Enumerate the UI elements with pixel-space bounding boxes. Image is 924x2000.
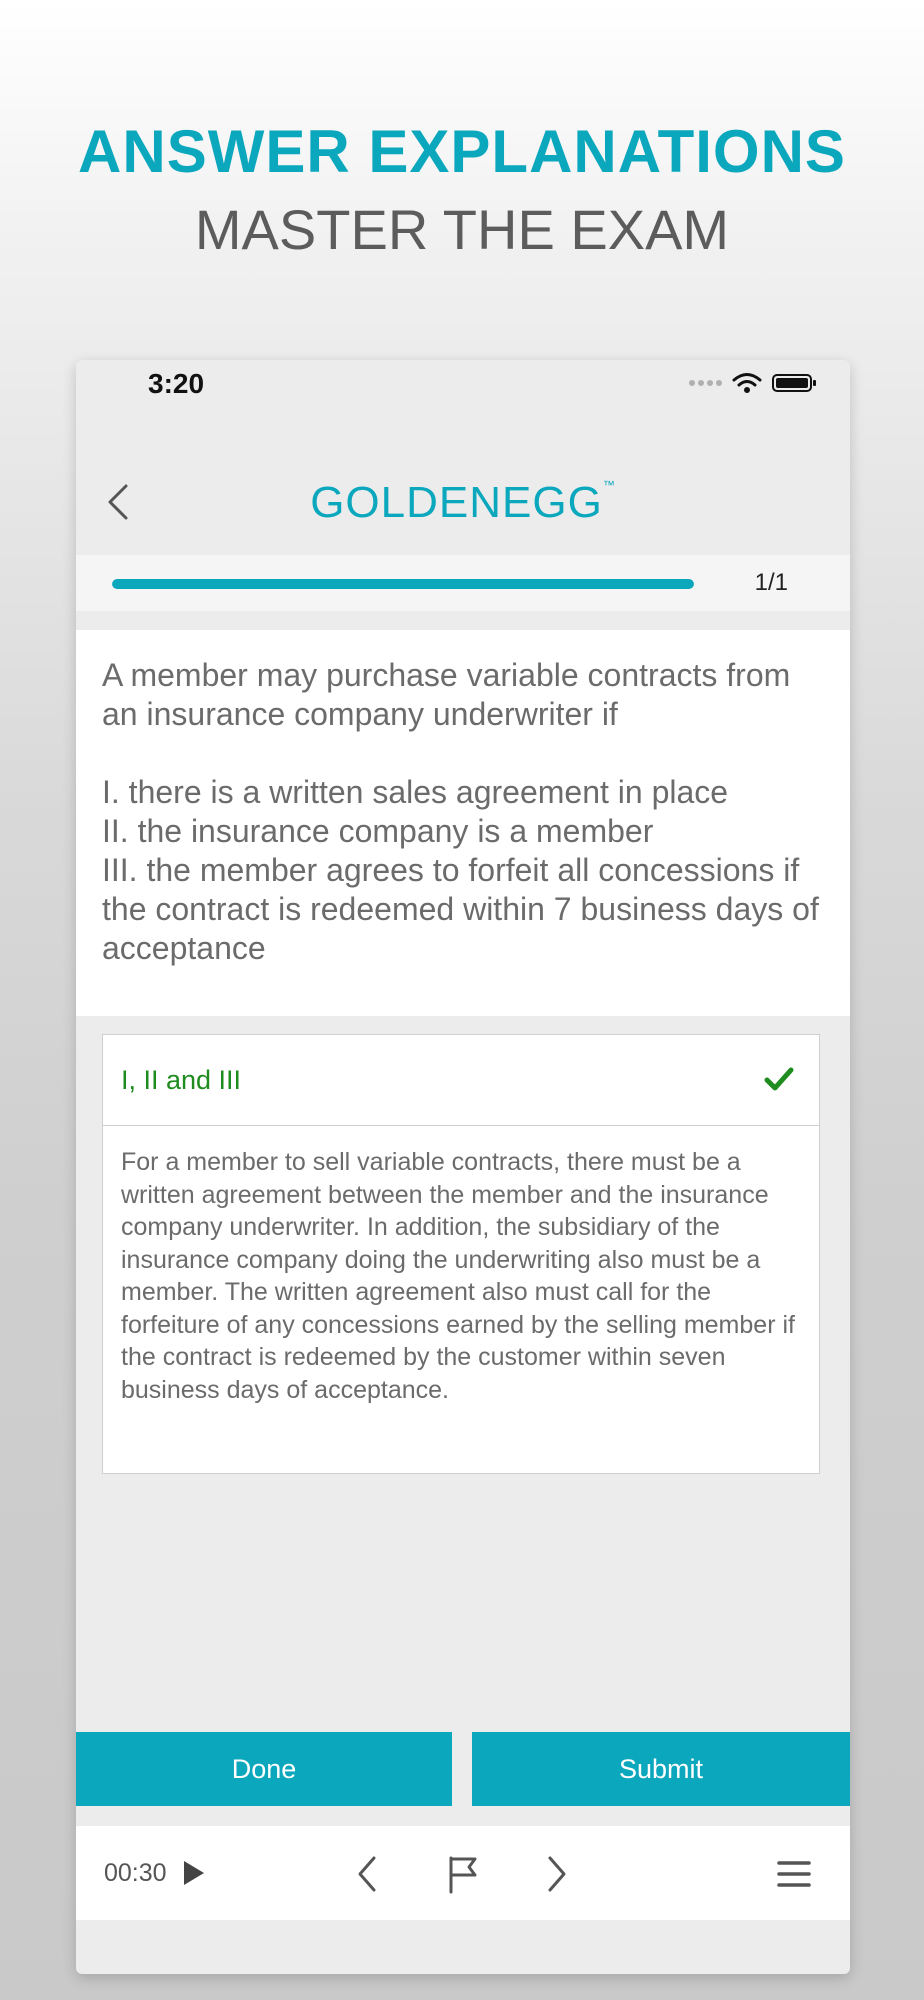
promo-subline: MASTER THE EXAM (194, 198, 730, 261)
explanation-box (102, 1126, 820, 1474)
question-text (102, 656, 822, 968)
submit-button[interactable]: Submit (472, 1732, 850, 1806)
play-icon[interactable] (182, 1859, 206, 1887)
menu-icon[interactable] (772, 1852, 816, 1896)
previous-icon[interactable] (346, 1852, 390, 1896)
done-button[interactable]: Done (76, 1732, 452, 1806)
answer-label: I, II and III (121, 1065, 242, 1095)
bottom-toolbar (76, 1826, 850, 1920)
flag-icon[interactable] (441, 1852, 485, 1896)
question-stem: A member may purchase variable contracts from an insurance company underwriter if (102, 657, 791, 732)
timer: 00:30 (104, 1859, 167, 1887)
phone-screen (76, 360, 850, 1974)
goldenegg-logo: GOLDENEGG™ (310, 478, 616, 527)
question-option-2: II. the insurance company is a member (102, 813, 654, 849)
question-option-1: I. there is a written sales agreement in place (102, 774, 729, 810)
signal-icon (689, 380, 722, 386)
battery-icon (772, 374, 812, 392)
check-icon (763, 1063, 795, 1095)
question-card (76, 630, 850, 1016)
wifi-icon (732, 372, 762, 394)
question-option-3: III. the member agrees to forfeit all concessions if the contract is redeemed within 7 business days of acceptance (102, 852, 819, 966)
progress-section (76, 555, 850, 611)
status-time: 3:20 (148, 368, 205, 399)
progress-count: 1/1 (754, 569, 788, 596)
nav-bar (76, 450, 850, 560)
next-icon[interactable] (534, 1852, 578, 1896)
promo-headline: ANSWER EXPLANATIONS (78, 118, 846, 185)
answer-choice[interactable] (102, 1034, 820, 1126)
status-icons (689, 372, 812, 394)
explanation-text: For a member to sell variable contracts, there must be a written agreement between the member and the insurance company underwriter. In addition, the subsidiary of the insurance company doing the underwriting also must be a member. The written agreement also must call for the forfeiture of any concessions earned by the selling member if the contract is redeemed by the customer within seven business days of acceptance. (121, 1148, 795, 1404)
progress-fill (112, 579, 694, 589)
progress-bar (112, 579, 694, 589)
